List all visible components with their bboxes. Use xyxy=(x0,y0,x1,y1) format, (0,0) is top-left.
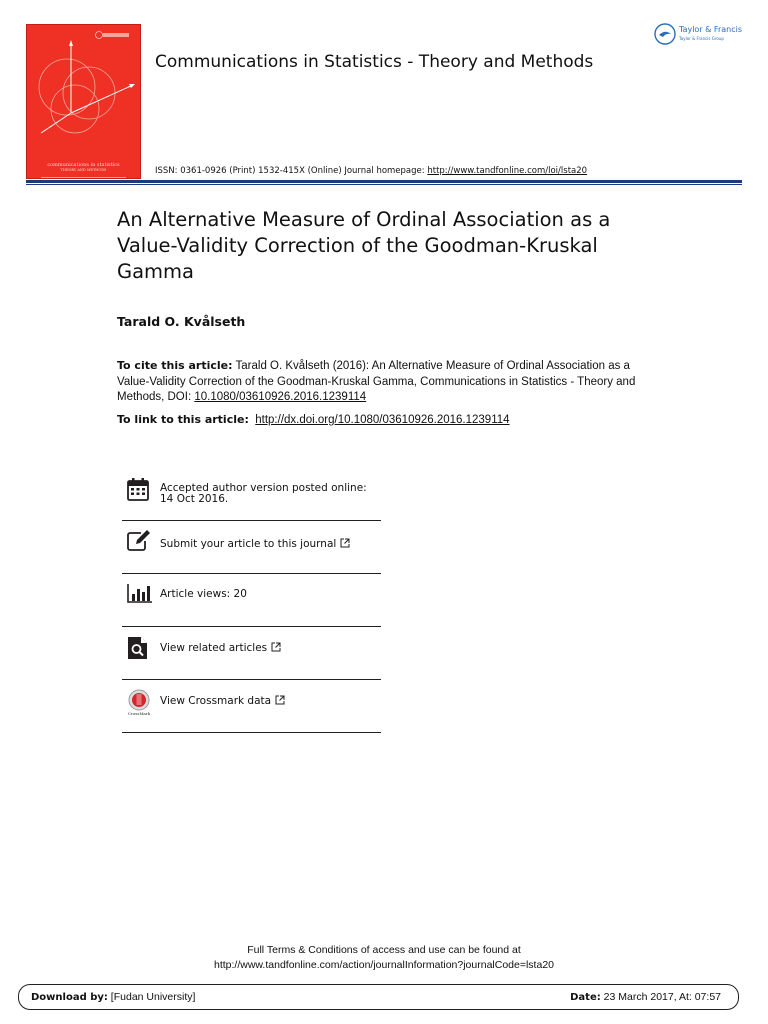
cover-title: communications in statistics xyxy=(47,162,120,168)
list-item-views xyxy=(122,574,381,627)
external-link-icon xyxy=(275,695,285,705)
external-link-icon xyxy=(271,642,281,652)
submit-link[interactable] xyxy=(160,538,350,550)
list-item-crossmark[interactable] xyxy=(122,680,381,733)
cover-subtitle: THEORY AND METHODS xyxy=(60,168,107,172)
journal-title: Communications in Statistics - Theory and Methods xyxy=(155,52,594,72)
citation-text: Tarald O. Kvålseth (2016): An Alternative Measure of Ordinal Association as a Value-Validity Correction of the Goodman-Kruskal Gamma, Communications in Statistics - Theory and Methods, DOI: xyxy=(117,360,636,403)
taylor-francis-logo[interactable] xyxy=(654,22,748,48)
journal-cover-image xyxy=(26,24,141,179)
date-value: 23 March 2017, At: 07:57 xyxy=(600,991,721,1003)
publisher-name: Taylor & Francis xyxy=(679,25,742,34)
crossmark-link[interactable] xyxy=(160,695,285,707)
publisher-subtitle: Taylor & Francis Group xyxy=(679,36,724,41)
download-by xyxy=(31,991,195,1003)
article-link[interactable]: http://dx.doi.org/10.1080/03610926.2016.1239114 xyxy=(255,414,510,426)
article-author: Tarald O. Kvålseth xyxy=(117,314,246,329)
citation-label: To cite this article: xyxy=(117,359,233,372)
download-value: [Fudan University] xyxy=(107,991,196,1003)
header-divider xyxy=(26,180,742,183)
cover-graphic xyxy=(27,25,140,178)
article-link-block xyxy=(117,413,510,426)
download-date xyxy=(570,991,721,1003)
journal-homepage-link[interactable]: http://www.tandfonline.com/loi/lsta20 xyxy=(427,166,588,176)
list-item-related[interactable] xyxy=(122,627,381,680)
list-item-accepted xyxy=(122,468,381,521)
citation-block xyxy=(117,358,657,406)
edit-icon xyxy=(127,529,151,551)
doi-link[interactable]: 10.1080/03610926.2016.1239114 xyxy=(194,391,367,403)
header-divider-thin xyxy=(26,184,742,185)
terms-notice xyxy=(0,943,768,973)
article-info-list xyxy=(122,468,381,733)
crossmark-text: View Crossmark data xyxy=(160,695,272,707)
document-search-icon xyxy=(127,636,149,660)
terms-link[interactable]: http://www.tandfonline.com/action/journalInformation?journalCode=lsta20 xyxy=(214,959,554,971)
article-link-label: To link to this article: xyxy=(117,413,249,426)
issn-line xyxy=(155,166,587,176)
crossmark-icon xyxy=(127,689,151,717)
calendar-icon xyxy=(127,477,149,501)
related-link[interactable] xyxy=(160,642,281,654)
list-item-submit[interactable] xyxy=(122,521,381,574)
accepted-text: Accepted author version posted online: 14 Oct 2016. xyxy=(160,482,367,505)
download-info-bar xyxy=(18,984,739,1010)
terms-line-1: Full Terms & Conditions of access and use can be found at xyxy=(247,944,521,956)
views-text: Article views: 20 xyxy=(160,588,247,600)
external-link-icon xyxy=(340,538,350,548)
download-label: Download by: xyxy=(31,992,108,1003)
date-label: Date: xyxy=(570,992,601,1003)
issn-text: ISSN: 0361-0926 (Print) 1532-415X (Online) Journal homepage: xyxy=(155,166,428,176)
crossmark-logo-text: CrossMark xyxy=(127,711,151,716)
publisher-logo-icon xyxy=(654,23,676,45)
related-text: View related articles xyxy=(160,642,268,654)
article-title: An Alternative Measure of Ordinal Association as a Value-Validity Correction of the Goodman-Kruskal Gamma xyxy=(117,208,611,283)
bar-chart-icon xyxy=(127,583,153,603)
submit-text: Submit your article to this journal xyxy=(160,538,337,550)
